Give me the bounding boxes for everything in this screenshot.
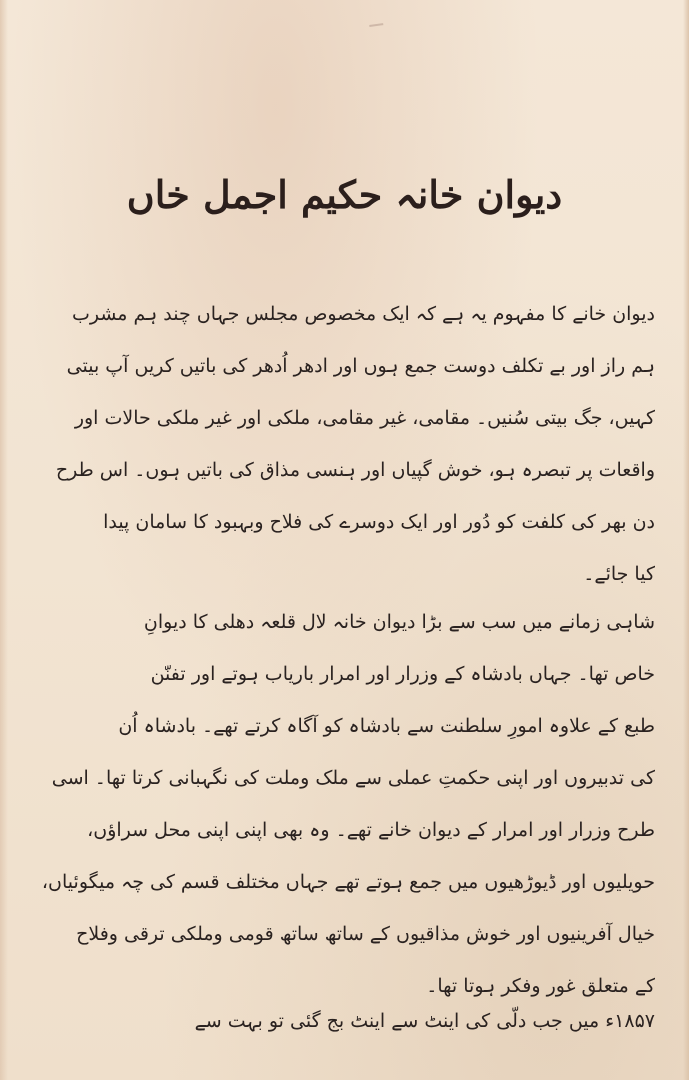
text-line: خیال آفرینیوں اور خوش مذاقیوں کے ساتھ ساتھ قومی وملکی ترقی وفلاح [76, 923, 655, 945]
text-line: خاص تھا۔ جہاں بادشاہ کے وزرار اور امرار باریاب ہوتے اور تفنّن [150, 663, 655, 685]
paragraph-2 [34, 596, 655, 1012]
text-line: طرح وزرار اور امرار کے دیوان خانے تھے۔ وہ بھی اپنی اپنی محل سراؤں، [87, 819, 655, 841]
text-line: ہم راز اور بے تکلف دوست جمع ہوں اور ادھر اُدھر کی باتیں کریں آپ بیتی [66, 355, 655, 377]
text-line: کہیں، جگ بیتی سُنیں۔ مقامی، غیر مقامی، ملکی اور غیر ملکی حالات اور [74, 407, 655, 429]
text-line: حویلیوں اور ڈیوڑھیوں میں جمع ہوتے تھے جہاں مختلف قسم کی چہ میگوئیاں، [41, 871, 655, 893]
text-line: واقعات پر تبصرہ ہو، خوش گپیاں اور ہنسی مذاق کی باتیں ہوں۔ اس طرح [55, 459, 655, 481]
paragraph-1 [34, 288, 655, 600]
page-left-edge [0, 0, 8, 1080]
page-title: دیوان خانہ حکیم اجمل خاں [126, 172, 563, 217]
text-line: دن بھر کی کلفت کو دُور اور ایک دوسرے کی فلاح وبہبود کا سامان پیدا [103, 511, 655, 533]
text-line: طبع کے علاوہ امورِ سلطنت سے بادشاہ کو آگاہ کرتے تھے۔ بادشاہ اُن [118, 715, 655, 737]
text-line: کے متعلق غور وفکر ہوتا تھا۔ [426, 975, 655, 997]
text-line: دیوان خانے کا مفہوم یہ ہے کہ ایک مخصوص مجلس جہاں چند ہم مشرب [71, 303, 655, 325]
continuation-line: ۱۸۵۷ء میں جب دلّی کی اینٹ سے اینٹ بج گئی تو بہت سے [194, 1010, 655, 1032]
text-line: شاہی زمانے میں سب سے بڑا دیوان خانہ لال قلعہ دھلی کا دیوانِ [143, 611, 655, 633]
text-line: کی تدبیروں اور اپنی حکمتِ عملی سے ملک وملت کی نگہبانی کرتا تھا۔ اسی [51, 767, 655, 789]
text-line: کیا جائے۔ [583, 563, 655, 585]
page-right-edge [683, 0, 689, 1080]
ink-mark [369, 23, 385, 37]
